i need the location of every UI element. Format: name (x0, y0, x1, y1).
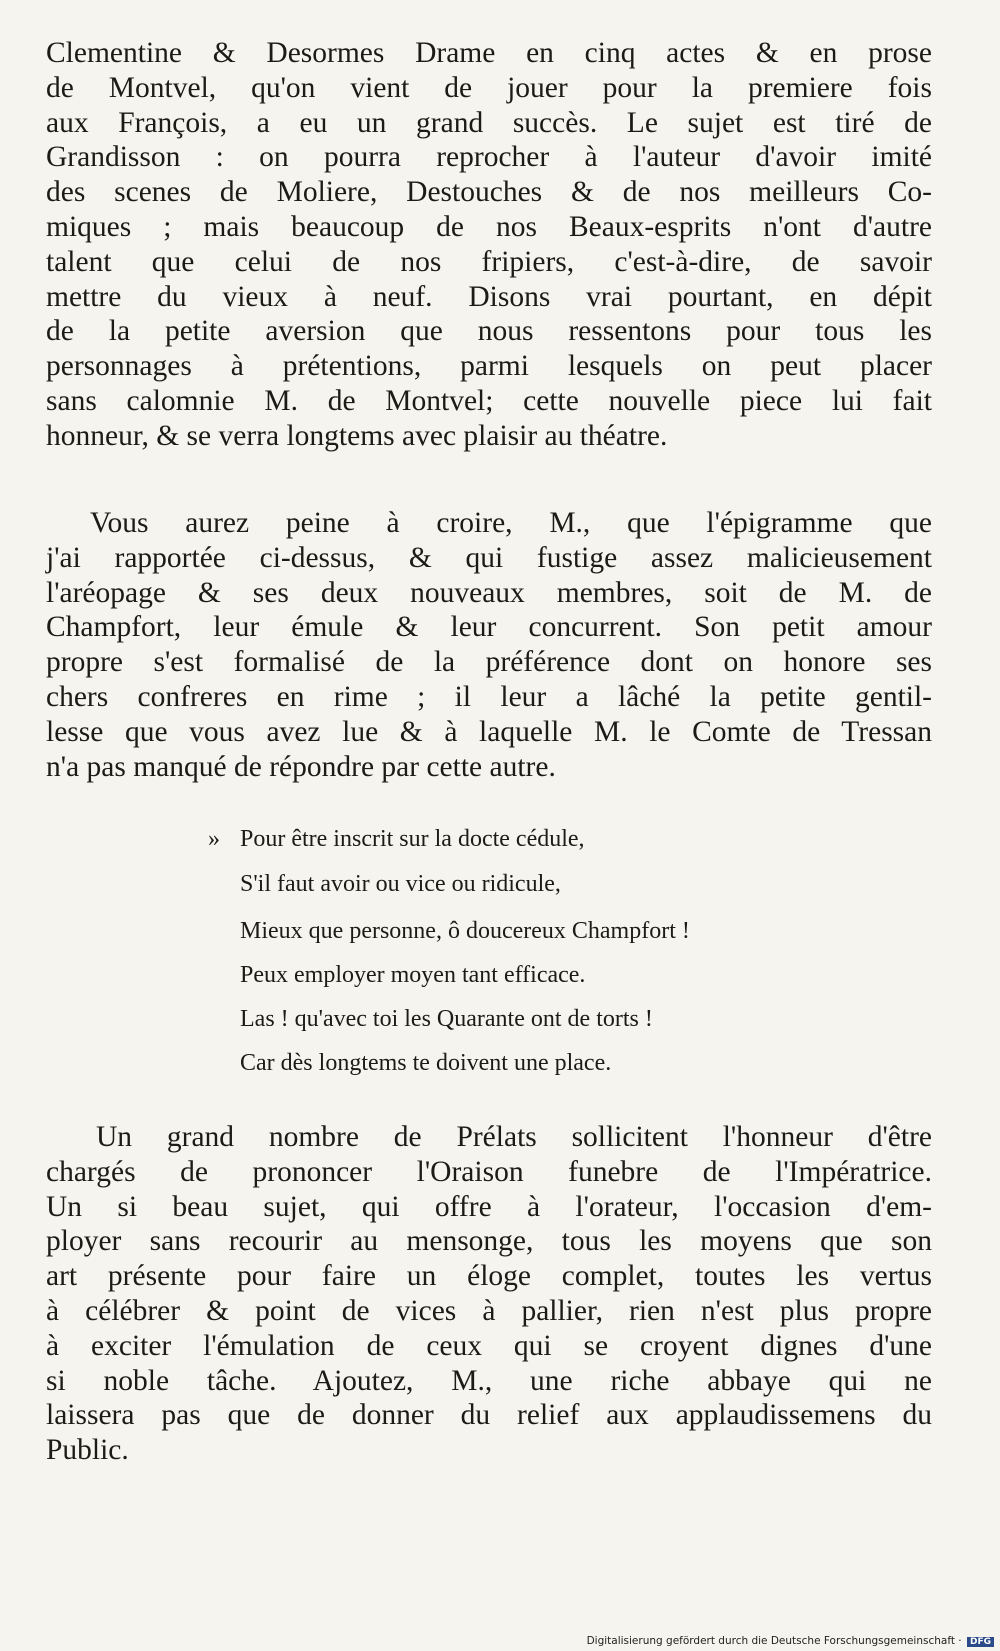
text-line: Un si beau sujet, qui offre à l'orateur, l'occasion d'em- (46, 1190, 932, 1223)
text-line: à exciter l'émulation de ceux qui se croyent dignes d'une (46, 1329, 932, 1362)
digitization-credit (587, 1635, 994, 1647)
text-line: miques ; mais beaucoup de nos Beaux-esprits n'ont d'autre (46, 210, 932, 243)
text-line: Public. (46, 1434, 129, 1467)
verse-line: Car dès longtems te doivent une place. (240, 1050, 612, 1076)
text-line: chers confreres en rime ; il leur a lâché la petite gentil- (46, 680, 932, 713)
text-line: propre s'est formalisé de la préférence dont on honore ses (46, 646, 932, 679)
text-line: des scenes de Moliere, Destouches & de nos meilleurs Co- (46, 176, 932, 209)
text-line: art présente pour faire un éloge complet, toutes les vertus (46, 1260, 932, 1293)
text-line: Champfort, leur émule & leur concurrent. Son petit amour (46, 611, 932, 644)
text-line: chargés de prononcer l'Oraison funebre de l'Impératrice. (46, 1155, 932, 1188)
text-line: mettre du vieux à neuf. Disons vrai pourtant, en dépit (46, 280, 932, 313)
text-line: talent que celui de nos fripiers, c'est-à-dire, de savoir (46, 245, 932, 278)
dfg-logo: DFG (967, 1637, 994, 1647)
text-line: de Montvel, qu'on vient de jouer pour la premiere fois (46, 71, 932, 104)
verse-line: Peux employer moyen tant efficace. (240, 962, 586, 988)
text-line: sans calomnie M. de Montvel; cette nouvelle piece lui fait (46, 384, 932, 417)
paragraph-montvel-review (46, 36, 932, 454)
paragraph-funeral-oration (46, 1120, 932, 1468)
text-line: Clementine & Desormes Drame en cinq actes & en prose (46, 37, 932, 69)
text-line: Grandisson : on pourra reprocher à l'auteur d'avoir imité (46, 141, 932, 174)
text-line: de la petite aversion que nous ressentons pour tous les (46, 315, 932, 348)
text-line: aux François, a eu un grand succès. Le sujet est tiré de (46, 106, 932, 139)
text-line: honneur, & se verra longtems avec plaisir au théatre. (46, 419, 668, 452)
text-line: j'ai rapportée ci-dessus, & qui fustige assez malicieusement (46, 541, 932, 574)
verse-line: Pour être inscrit sur la docte cédule, (240, 826, 585, 852)
text-line: lesse que vous avez lue & à laquelle M. le Comte de Tressan (46, 715, 932, 748)
text-line: si noble tâche. Ajoutez, M., une riche abbaye qui ne (46, 1364, 932, 1397)
quote-mark: » (208, 826, 220, 852)
credit-text: Digitalisierung gefördert durch die Deutsche Forschungsgemeinschaft · (586, 1635, 962, 1647)
text-line: n'a pas manqué de répondre par cette autre. (46, 750, 556, 783)
verse-line: S'il faut avoir ou vice ou ridicule, (240, 871, 561, 897)
text-line: laissera pas que de donner du relief aux applaudissemens du (46, 1399, 932, 1432)
text-line: Un grand nombre de Prélats sollicitent l'honneur d'être (96, 1121, 932, 1153)
verse-line: Mieux que personne, ô doucereux Champfort ! (240, 918, 690, 944)
text-line: à célébrer & point de vices à pallier, rien n'est plus propre (46, 1294, 932, 1327)
text-line: ployer sans recourir au mensonge, tous les moyens que son (46, 1225, 932, 1258)
text-line: Vous aurez peine à croire, M., que l'épigramme que (90, 507, 932, 539)
paragraph-champfort-epigram (46, 506, 932, 784)
verse-line: Las ! qu'avec toi les Quarante ont de torts ! (240, 1006, 653, 1032)
text-line: personnages à prétentions, parmi lesquels on peut placer (46, 350, 932, 383)
text-line: l'aréopage & ses deux nouveaux membres, soit de M. de (46, 576, 932, 609)
